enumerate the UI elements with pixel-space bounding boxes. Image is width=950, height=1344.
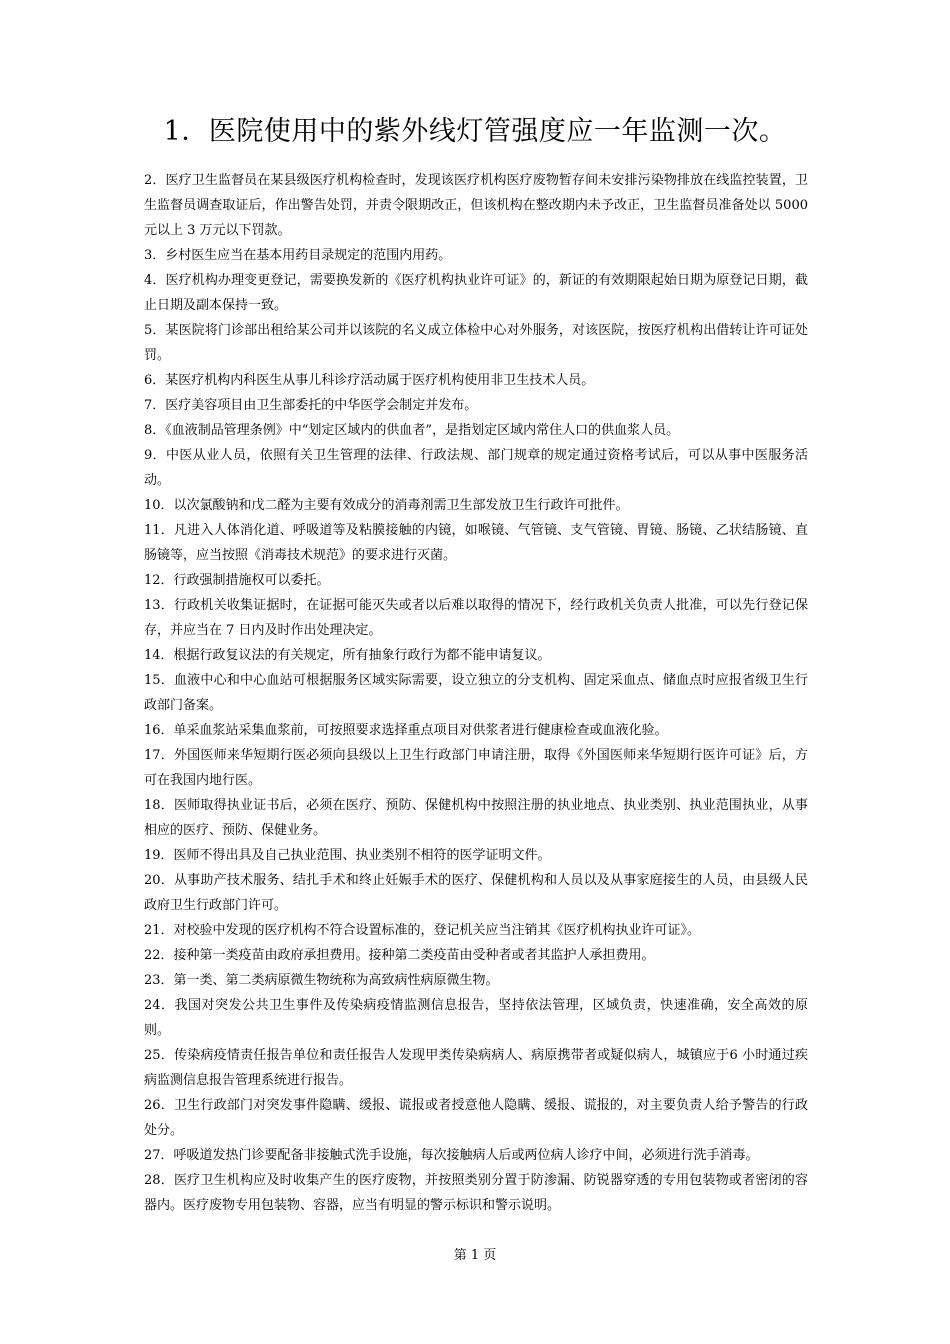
statement-item: 13．行政机关收集证据时，在证据可能灭失或者以后难以取得的情况下，经行政机关负责人批准，可以先行登记保存，并应当在 7 日内及时作出处理决定。 — [144, 598, 808, 638]
statement-item: 3．乡村医生应当在基本用药目录规定的范围内用药。 — [144, 248, 452, 263]
statement-item: 26．卫生行政部门对突发事件隐瞒、缓报、谎报或者授意他人隐瞒、缓报、谎报的，对主要负责人给予警告的行政处分。 — [144, 1098, 808, 1138]
page-number: 第 1 页 — [453, 1248, 497, 1263]
statement-item: 6．某医疗机构内科医生从事儿科诊疗活动属于医疗机构使用非卫生技术人员。 — [144, 373, 595, 388]
statement-item: 12．行政强制措施权可以委托。 — [144, 573, 330, 588]
statement-item: 5．某医院将门诊部出租给某公司并以该院的名义成立体检中心对外服务，对该医院，按医疗机构出借转让许可证处罚。 — [144, 323, 808, 363]
statement-list — [144, 168, 808, 1218]
statement-item: 11．凡进入人体消化道、呼吸道等及粘膜接触的内镜，如喉镜、气管镜、支气管镜、胃镜、肠镜、乙状结肠镜、直肠镜等，应当按照《消毒技术规范》的要求进行灭菌。 — [144, 523, 808, 563]
document-title: 1．医院使用中的紫外线灯管强度应一年监测一次。 — [163, 116, 787, 147]
statement-item: 27．呼吸道发热门诊要配备非接触式洗手设施，每次接触病人后或两位病人诊疗中间，必须进行洗手消毒。 — [144, 1148, 759, 1163]
statement-item: 14．根据行政复议法的有关规定，所有抽象行政行为都不能申请复议。 — [144, 648, 551, 663]
statement-item: 8．《血液制品管理条例》中“划定区域内的供血者”，是指划定区域内常住人口的供血浆人员。 — [144, 423, 680, 438]
statement-item: 17．外国医师来华短期行医必须向县级以上卫生行政部门申请注册，取得《外国医师来华短期行医许可证》后，方可在我国内地行医。 — [144, 748, 808, 788]
statement-item: 24．我国对突发公共卫生事件及传染病疫情监测信息报告，坚持依法管理，区域负责，快速准确，安全高效的原则。 — [144, 998, 808, 1038]
statement-item: 22．接种第一类疫苗由政府承担费用。接种第二类疫苗由受种者或者其监护人承担费用。 — [144, 948, 655, 963]
statement-item: 19．医师不得出具及自己执业范围、执业类别不相符的医学证明文件。 — [144, 848, 551, 863]
statement-item: 20．从事助产技术服务、结扎手术和终止妊娠手术的医疗、保健机构和人员以及从事家庭接生的人员，由县级人民政府卫生行政部门许可。 — [144, 873, 808, 913]
statement-item: 2．医疗卫生监督员在某县级医疗机构检查时，发现该医疗机构医疗废物暂存间未安排污染物排放在线监控装置，卫生监督员调查取证后，作出警告处罚，并责令限期改正，但该机构在整改期内未予改正，卫生监督员准备处以 5000 元以上 3 万元以下罚款。 — [144, 173, 808, 238]
statement-item: 28．医疗卫生机构应及时收集产生的医疗废物，并按照类别分置于防渗漏、防锐器穿透的专用包装物或者密闭的容器内。医疗废物专用包装物、容器，应当有明显的警示标识和警示说明。 — [144, 1173, 808, 1213]
statement-item: 18．医师取得执业证书后，必须在医疗、预防、保健机构中按照注册的执业地点、执业类别、执业范围执业，从事相应的医疗、预防、保健业务。 — [144, 798, 808, 838]
statement-item: 9．中医从业人员，依照有关卫生管理的法律、行政法规、部门规章的规定通过资格考试后，可以从事中医服务活动。 — [144, 448, 808, 488]
statement-item: 7．医疗美容项目由卫生部委托的中华医学会制定并发布。 — [144, 398, 478, 413]
statement-item: 16．单采血浆站采集血浆前，可按照要求选择重点项目对供浆者进行健康检查或血液化验。 — [144, 723, 668, 738]
statement-item: 25．传染病疫情责任报告单位和责任报告人发现甲类传染病病人、病原携带者或疑似病人，城镇应于6 小时通过疾病监测信息报告管理系统进行报告。 — [144, 1048, 808, 1088]
statement-item: 23．第一类、第二类病原微生物统称为高致病性病原微生物。 — [144, 973, 499, 988]
statement-item: 10．以次氯酸钠和戊二醛为主要有效成分的消毒剂需卫生部发放卫生行政许可批件。 — [144, 498, 629, 513]
statement-item: 4．医疗机构办理变更登记，需要换发新的《医疗机构执业许可证》的，新证的有效期限起始日期为原登记日期，截止日期及副本保持一致。 — [144, 273, 808, 313]
statement-item: 21．对校验中发现的医疗机构不符合设置标准的，登记机关应当注销其《医疗机构执业许可证》。 — [144, 923, 701, 938]
statement-item: 15．血液中心和中心血站可根据服务区域实际需要，设立独立的分支机构、固定采血点、储血点时应报省级卫生行政部门备案。 — [144, 673, 808, 713]
